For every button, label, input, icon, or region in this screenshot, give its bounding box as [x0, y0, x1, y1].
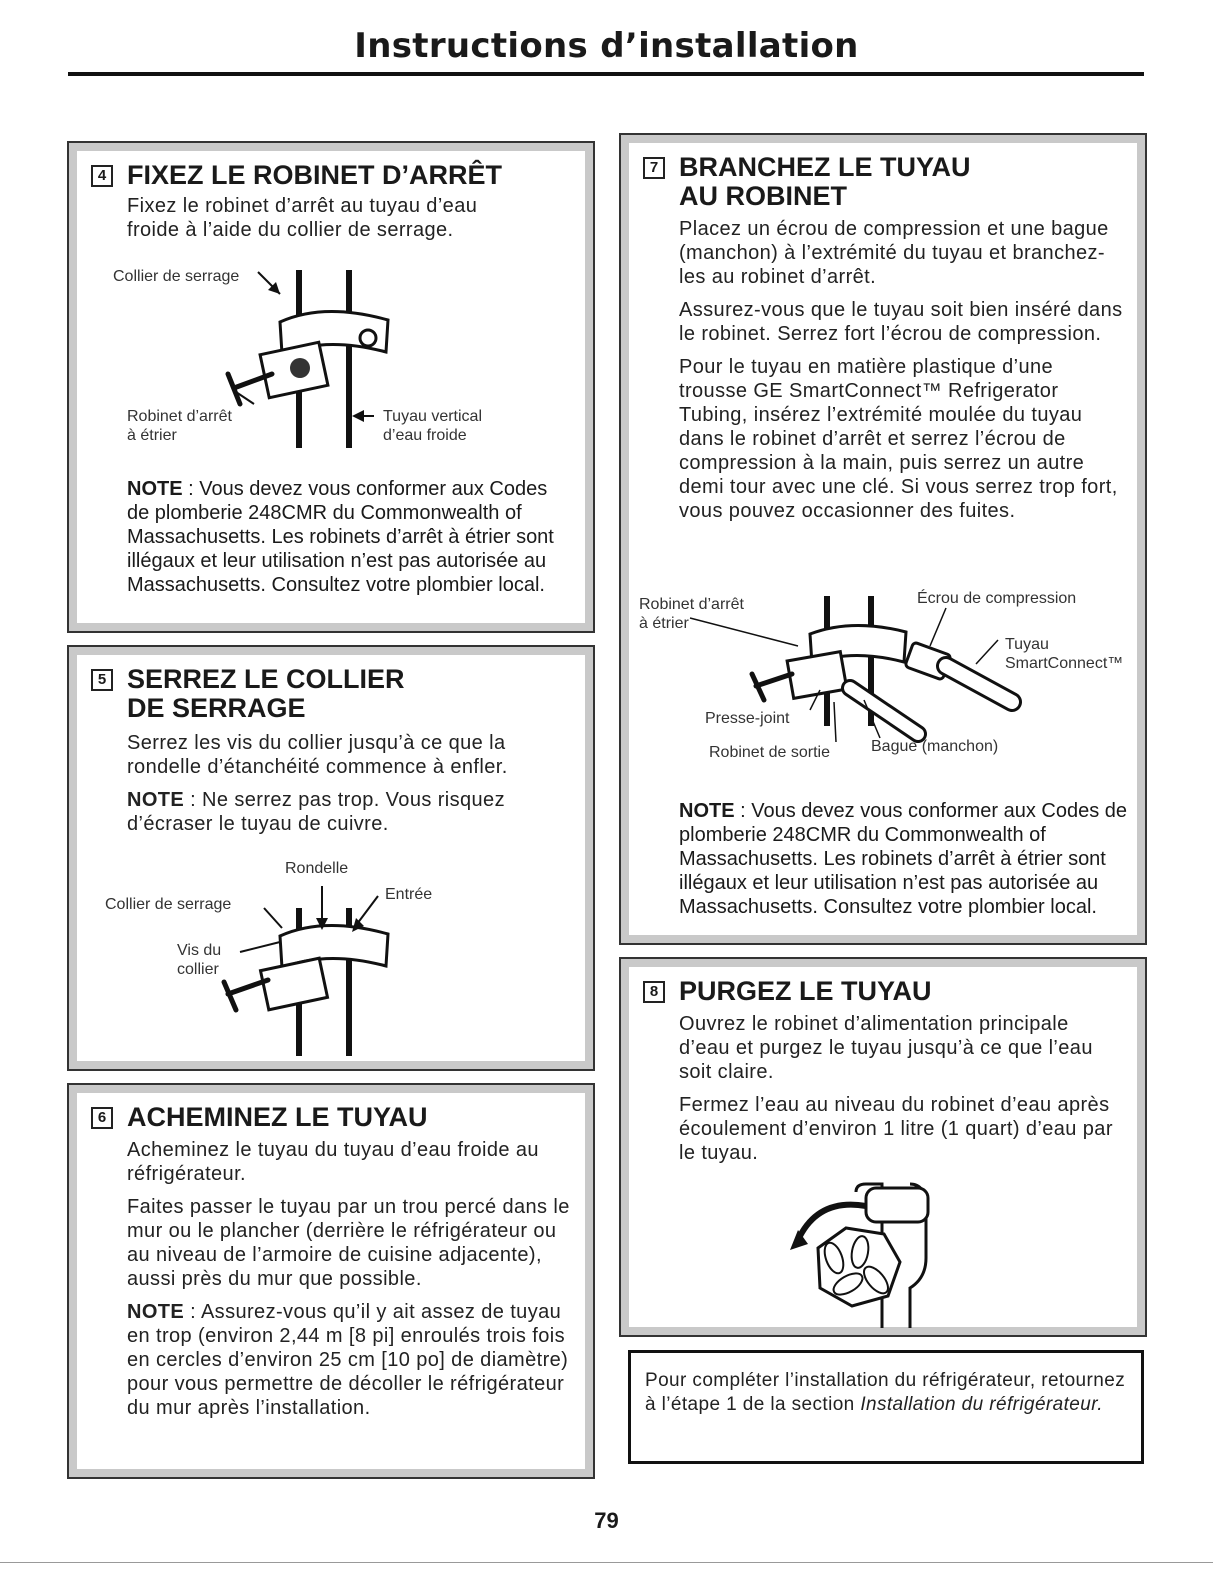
step-5-body: Serrez les vis du collier jusqu’à ce que la rondelle d’étanchéité commence à enfler.	[127, 732, 508, 778]
final-instruction-text: Pour compléter l’installation du réfrigérateur, retournez à l’étape 1 de la section Installation du réfrigérateur.	[645, 1370, 1126, 1415]
step-8-para2: Fermez l’eau au niveau du robinet d’eau après écoulement d’environ 1 litre (1 quart) d’eau par le tuyau.	[679, 1094, 1113, 1164]
step-6-title: ACHEMINEZ LE TUYAU	[127, 1102, 428, 1132]
step-5-number: 5	[91, 669, 113, 691]
step-7-title: BRANCHEZ LE TUYAU AU ROBINET	[679, 152, 971, 211]
step-4-title: FIXEZ LE ROBINET D’ARRÊT	[127, 160, 503, 190]
step-8-para1: Ouvrez le robinet d’alimentation principale d’eau et purgez le tuyau jusqu’à ce que l’eau soit claire.	[679, 1013, 1093, 1083]
step-4-box	[68, 142, 594, 632]
fig7-label-robinet: Robinet d’arrêt à étrier	[639, 596, 744, 632]
shutoff-valve-illustration	[620, 958, 1146, 1336]
fig7-label-ecrou: Écrou de compression	[917, 590, 1077, 607]
fig4-label-tuyau: Tuyau vertical d’eau froide	[383, 408, 482, 444]
step-6-para1: Acheminez le tuyau du tuyau d’eau froide au réfrigérateur.	[127, 1139, 539, 1185]
fig7-label-tuyau: Tuyau SmartConnect™	[1005, 636, 1124, 672]
fig5-label-rondelle: Rondelle	[285, 860, 349, 877]
title-rule	[68, 72, 1144, 76]
final-instruction-box	[628, 1350, 1144, 1464]
step-6-box	[68, 1084, 594, 1478]
fig5-label-entree: Entrée	[385, 886, 433, 903]
step-4-body: Fixez le robinet d’arrêt au tuyau d’eau froide à l’aide du collier de serrage.	[127, 195, 478, 241]
step-7-para2: Assurez-vous que le tuyau soit bien inséré dans le robinet. Serrez fort l’écrou de compression.	[679, 299, 1123, 345]
step-7-para1: Placez un écrou de compression et une bague (manchon) à l’extrémité du tuyau et branchez-les au robinet d’arrêt.	[679, 218, 1109, 288]
page-number: 79	[594, 1508, 619, 1533]
page-title: Instructions d’installation	[354, 26, 859, 66]
step-8-title: PURGEZ LE TUYAU	[679, 976, 932, 1006]
step-7-number: 7	[643, 157, 665, 179]
step-7-note: NOTE : Vous devez vous conformer aux Codes de plomberie 248CMR du Commonwealth of Massachusetts. Les robinets d’arrêt à étrier sont illégaux et leur utilisation n’est pas autorisée au Massachusetts. Consultez votre plombier local.	[679, 800, 1128, 918]
step-4-note: NOTE : Vous devez vous conformer aux Codes de plomberie 248CMR du Commonwealth of Massachusetts. Les robinets d’arrêt à étrier sont illégaux et leur utilisation n’est pas autorisée au Massachusetts. Consultez votre plombier local.	[127, 478, 554, 596]
step-5-note: NOTE : Ne serrez pas trop. Vous risquez d’écraser le tuyau de cuivre.	[127, 789, 505, 835]
clamp-illustration	[68, 646, 594, 1070]
step-4-number: 4	[91, 165, 113, 187]
step-7-para3: Pour le tuyau en matière plastique d’une trousse GE SmartConnect™ Refrigerator Tubing, insérez l’extrémité moulée du tuyau dans le robinet d’arrêt et serrez l’écrou de compression à la main, puis serrez un autre demi tour avec une clé. Si vous serrez trop fort, vous pouvez occasionner des fuites.	[679, 356, 1118, 522]
step-6-number: 6	[91, 1107, 113, 1129]
fig4-label-collier: Collier de serrage	[113, 268, 240, 285]
fig5-label-collier: Collier de serrage	[105, 896, 232, 913]
fig5-label-vis: Vis du collier	[177, 942, 222, 978]
step-6-para2: Faites passer le tuyau par un trou percé dans le mur ou le plancher (derrière le réfrigérateur ou au niveau de l’armoire de cuisine adjacente), aussi près du mur que possible.	[127, 1196, 570, 1290]
step-5-title: SERREZ LE COLLIER DE SERRAGE	[127, 664, 405, 723]
step-8-box	[620, 958, 1146, 1336]
fig7-label-bague: Bague (manchon)	[871, 738, 999, 755]
fig7-label-sortie: Robinet de sortie	[709, 744, 830, 761]
step-5-box	[68, 646, 594, 1070]
step-6-note: NOTE : Assurez-vous qu’il y ait assez de tuyau en trop (environ 2,44 m [8 pi] enroulés trois fois en cercles d’environ 25 cm [10 po] de diamètre) pour vous permettre de décoller le réfrigérateur du mur après l’installation.	[127, 1301, 569, 1419]
fig4-label-robinet: Robinet d’arrêt à étrier	[127, 408, 232, 444]
fig7-label-presse: Presse-joint	[705, 710, 790, 727]
step-8-number: 8	[643, 981, 665, 1003]
bottom-rule	[0, 1562, 1213, 1563]
step-7-box	[620, 134, 1146, 944]
